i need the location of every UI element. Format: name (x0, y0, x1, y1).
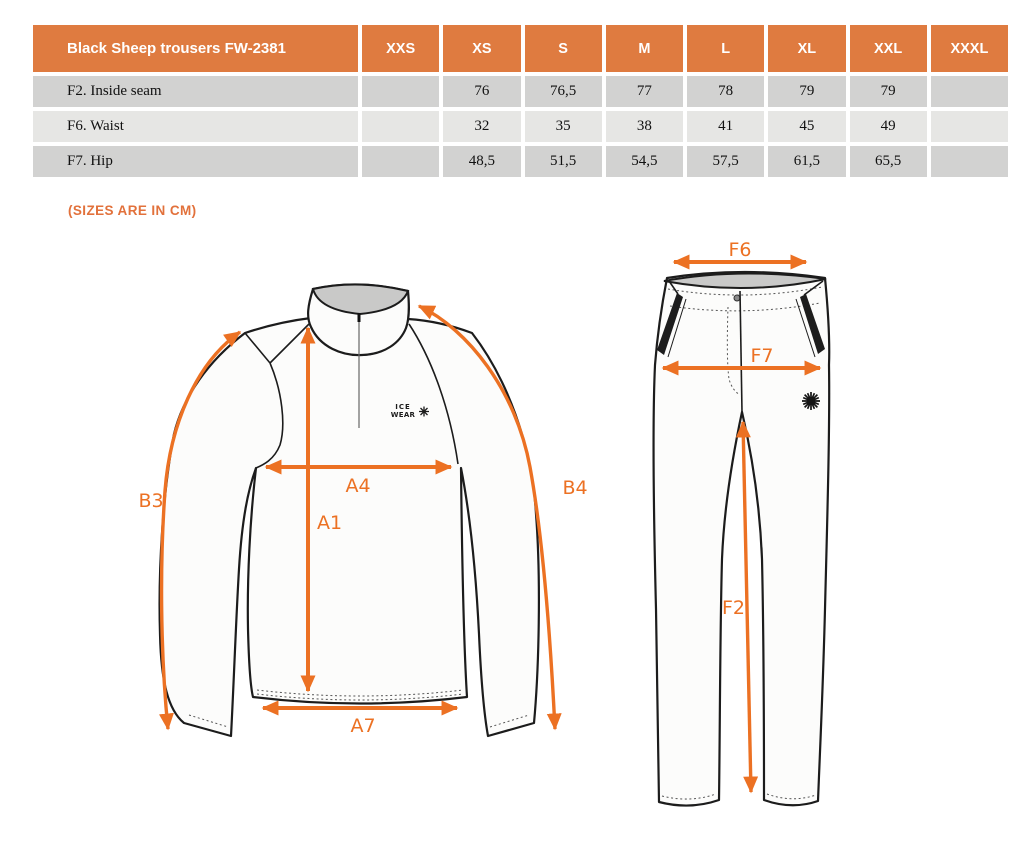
size-header-l: L (687, 25, 764, 72)
cell-hip-m: 54,5 (606, 146, 683, 177)
icewear-logo-text-wear: WEAR (390, 411, 416, 419)
size-header-s: S (525, 25, 602, 72)
cell-waist-xxxl (931, 111, 1008, 142)
measure-label-b4: B4 (562, 477, 588, 499)
cell-inside-seam-xl: 79 (768, 76, 845, 107)
cell-waist-xs: 32 (443, 111, 520, 142)
icewear-logo-snowflake-icon (419, 407, 429, 417)
cell-hip-xl: 61,5 (768, 146, 845, 177)
cell-hip-xs: 48,5 (443, 146, 520, 177)
cell-waist-xl: 45 (768, 111, 845, 142)
cell-inside-seam-xxl: 79 (850, 76, 927, 107)
shirt-body-outline (160, 318, 539, 736)
cell-waist-m: 38 (606, 111, 683, 142)
measure-label-b3: B3 (138, 490, 164, 512)
measure-label-f2: F2 (721, 597, 745, 619)
cell-inside-seam-m: 77 (606, 76, 683, 107)
cell-hip-l: 57,5 (687, 146, 764, 177)
cell-waist-xxl: 49 (850, 111, 927, 142)
measure-label-a1: A1 (317, 512, 343, 534)
row-label-inside-seam: F2. Inside seam (33, 76, 358, 107)
cell-hip-xxs (362, 146, 439, 177)
cell-hip-s: 51,5 (525, 146, 602, 177)
cell-inside-seam-l: 78 (687, 76, 764, 107)
size-header-xxxl: XXXL (931, 25, 1008, 72)
measure-label-f6: F6 (728, 239, 752, 261)
sizes-unit-note: (SIZES ARE IN CM) (68, 203, 197, 218)
row-label-waist: F6. Waist (33, 111, 358, 142)
row-label-hip: F7. Hip (33, 146, 358, 177)
cell-hip-xxl: 65,5 (850, 146, 927, 177)
trousers-button (734, 295, 740, 301)
cell-inside-seam-xxxl (931, 76, 1008, 107)
cell-inside-seam-xxs (362, 76, 439, 107)
cell-waist-l: 41 (687, 111, 764, 142)
size-header-xxl: XXL (850, 25, 927, 72)
measure-label-a4: A4 (345, 475, 371, 497)
size-header-xl: XL (768, 25, 845, 72)
trousers-snowflake-icon (802, 392, 820, 410)
measure-label-f7: F7 (750, 345, 774, 367)
measure-label-a7: A7 (350, 715, 376, 737)
cell-waist-s: 35 (525, 111, 602, 142)
trousers-drawing (653, 239, 829, 806)
size-header-xxs: XXS (362, 25, 439, 72)
garment-measurement-diagram (0, 229, 1030, 849)
size-table (33, 25, 1008, 177)
cell-waist-xxs (362, 111, 439, 142)
size-header-m: M (606, 25, 683, 72)
cell-inside-seam-s: 76,5 (525, 76, 602, 107)
cell-inside-seam-xs: 76 (443, 76, 520, 107)
table-title-cell: Black Sheep trousers FW-2381 (33, 25, 358, 72)
cell-hip-xxxl (931, 146, 1008, 177)
size-header-xs: XS (443, 25, 520, 72)
icewear-logo-text-ice: ICE (395, 403, 411, 411)
shirt-drawing (138, 284, 587, 737)
